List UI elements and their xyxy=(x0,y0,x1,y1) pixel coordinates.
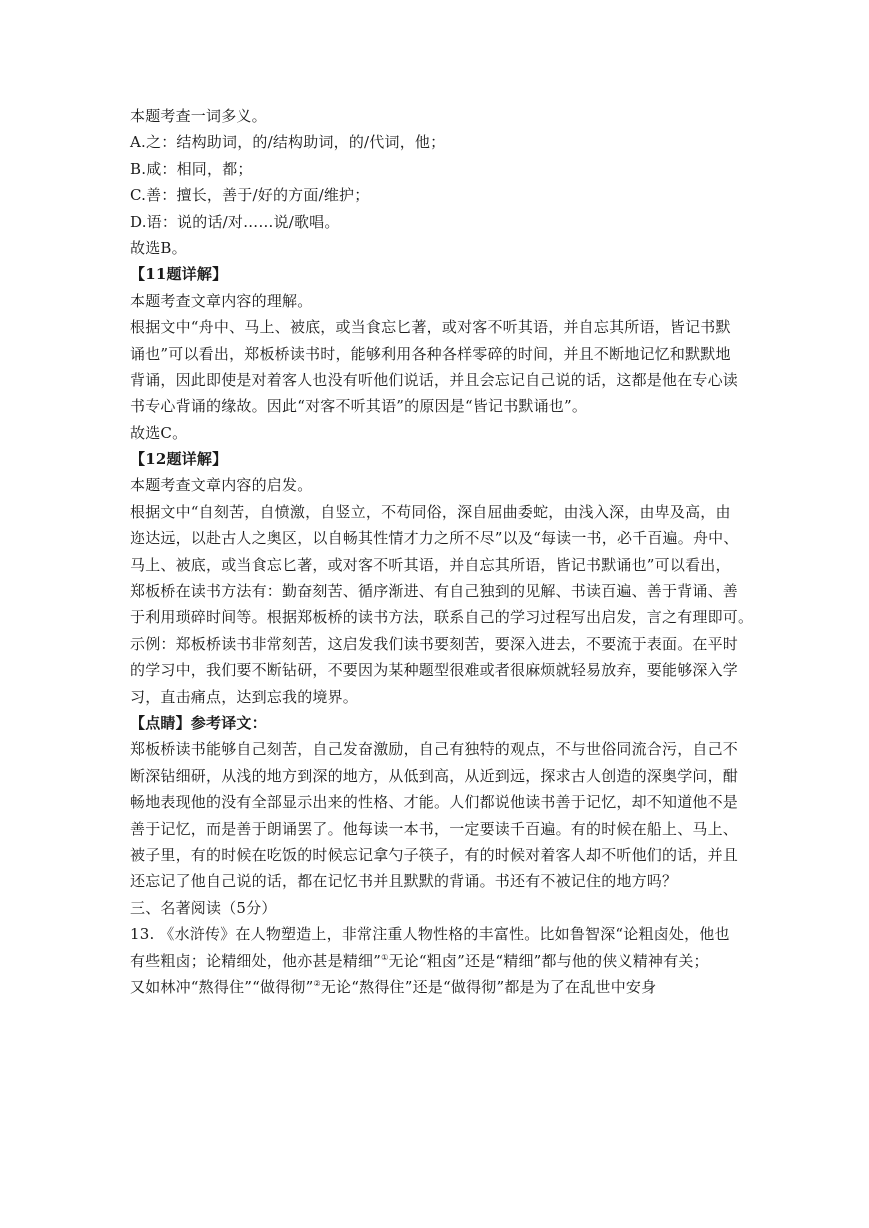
q10-answer: 故选B。 xyxy=(130,238,187,257)
translation-line: 郑板桥读书能够自己刻苦，自己发奋激励，自己有独特的观点，不与世俗同流合污，自己不 xyxy=(130,740,739,759)
q10-option-a: A.之：结构助词，的/结构助词，的/代词，他； xyxy=(130,133,446,152)
q10-intro: 本题考查一词多义。 xyxy=(130,107,267,125)
q12-paragraph-line: 迩达远，以赴古人之奥区，以自畅其性情才力之所不尽”以及“每读一书，必千百遍。舟中、 xyxy=(130,529,739,548)
q13-text: 无论“粗卤”还是“精细”都与他的侠义精神有关； xyxy=(388,951,709,970)
q10-option-d: D.语：说的话/对……说/歌唱。 xyxy=(130,212,340,231)
q10-option-c: C.善：擅长，善于/好的方面/维护； xyxy=(130,186,370,205)
q11-paragraph-line: 诵也”可以看出，郑板桥读书时，能够利用各种各样零碎的时间，并且不断地记忆和默默地 xyxy=(130,344,731,363)
q13-text: 有些粗卤；论精细处，他亦甚是精细” xyxy=(130,951,382,970)
q11-heading: 【11题详解】 xyxy=(130,265,228,284)
q13-line xyxy=(130,948,745,974)
q13-line xyxy=(130,974,745,1000)
q13-text: 又如林冲“熬得住”“做得彻” xyxy=(130,977,314,996)
q11-paragraph-line: 书专心背诵的缘故。因此“对客不听其语”的原因是“皆记书默诵也”。 xyxy=(130,397,588,416)
q10-option-b: B.咸：相同，都； xyxy=(130,159,253,178)
q11-paragraph-line: 背诵，因此即使是对着客人也没有听他们说话，并且会忘记自己说的话，这都是他在专心读 xyxy=(130,370,739,389)
q12-paragraph-line: 根据文中“自刻苦，自愤激，自竖立，不苟同俗，深自屈曲委蛇，由浅入深，由卑及高，由 xyxy=(130,502,731,521)
translation-line: 断深钻细研，从浅的地方到深的地方，从低到高，从近到远，探求古人创造的深奥学问，酣 xyxy=(130,766,739,785)
q12-intro: 本题考查文章内容的启发。 xyxy=(130,476,313,495)
dianjing-heading: 【点睛】参考译文： xyxy=(130,713,267,732)
q13-text: 无论“熬得住”还是“做得彻”都是为了在乱世中安身 xyxy=(320,977,657,996)
q12-heading: 【12题详解】 xyxy=(130,450,228,469)
q11-paragraph-line: 根据文中“舟中、马上、被底，或当食忘匕著，或对客不听其语，并自忘其所语，皆记书默 xyxy=(130,318,731,337)
footnote-marker-1: ① xyxy=(381,952,389,962)
translation-line: 畅地表现他的没有全部显示出来的性格、才能。人们都说他读书善于记忆，却不知道他不是 xyxy=(130,793,739,812)
footnote-marker-2: ② xyxy=(313,978,321,988)
q13-line: 13. 《水浒传》在人物塑造上，非常注重人物性格的丰富性。比如鲁智深“论粗卤处，他也 xyxy=(130,925,730,944)
translation-line: 被子里，有的时候在吃饭的时候忘记拿勺子筷子，有的时候对着客人却不听他们的话，并且 xyxy=(130,845,739,864)
q12-paragraph-line: 习，直击痛点，达到忘我的境界。 xyxy=(130,687,359,706)
q12-paragraph-line: 于利用琐碎时间等。根据郑板桥的读书方法，联系自己的学习过程写出启发，言之有理即可。 xyxy=(130,608,754,627)
translation-line: 善于记忆，而是善于朗诵罢了。他每读一本书，一定要读千百遍。有的时候在船上、马上、 xyxy=(130,819,739,838)
q11-answer: 故选C。 xyxy=(130,423,188,442)
document-page xyxy=(130,103,754,1000)
q12-paragraph-line: 马上、被底，或当食忘匕著，或对客不听其语，并自忘其所语，皆记书默诵也”可以看出， xyxy=(130,555,731,574)
q12-paragraph-line: 示例：郑板桥读书非常刻苦，这启发我们读书要刻苦，要深入进去，不要流于表面。在平时 xyxy=(130,634,739,653)
q12-paragraph-line: 郑板桥在读书方法有：勤奋刻苦、循序渐进、有自己独到的见解、书读百遍、善于背诵、善 xyxy=(130,582,739,601)
q11-intro: 本题考查文章内容的理解。 xyxy=(130,291,313,310)
q12-paragraph-line: 的学习中，我们要不断钻研，不要因为某种题型很难或者很麻烦就轻易放弃，要能够深入学 xyxy=(130,661,739,680)
translation-line: 还忘记了他自己说的话，都在记忆书并且默默的背诵。书还有不被记住的地方吗？ xyxy=(130,872,678,891)
section-3-heading: 三、名著阅读（5分） xyxy=(130,898,277,917)
